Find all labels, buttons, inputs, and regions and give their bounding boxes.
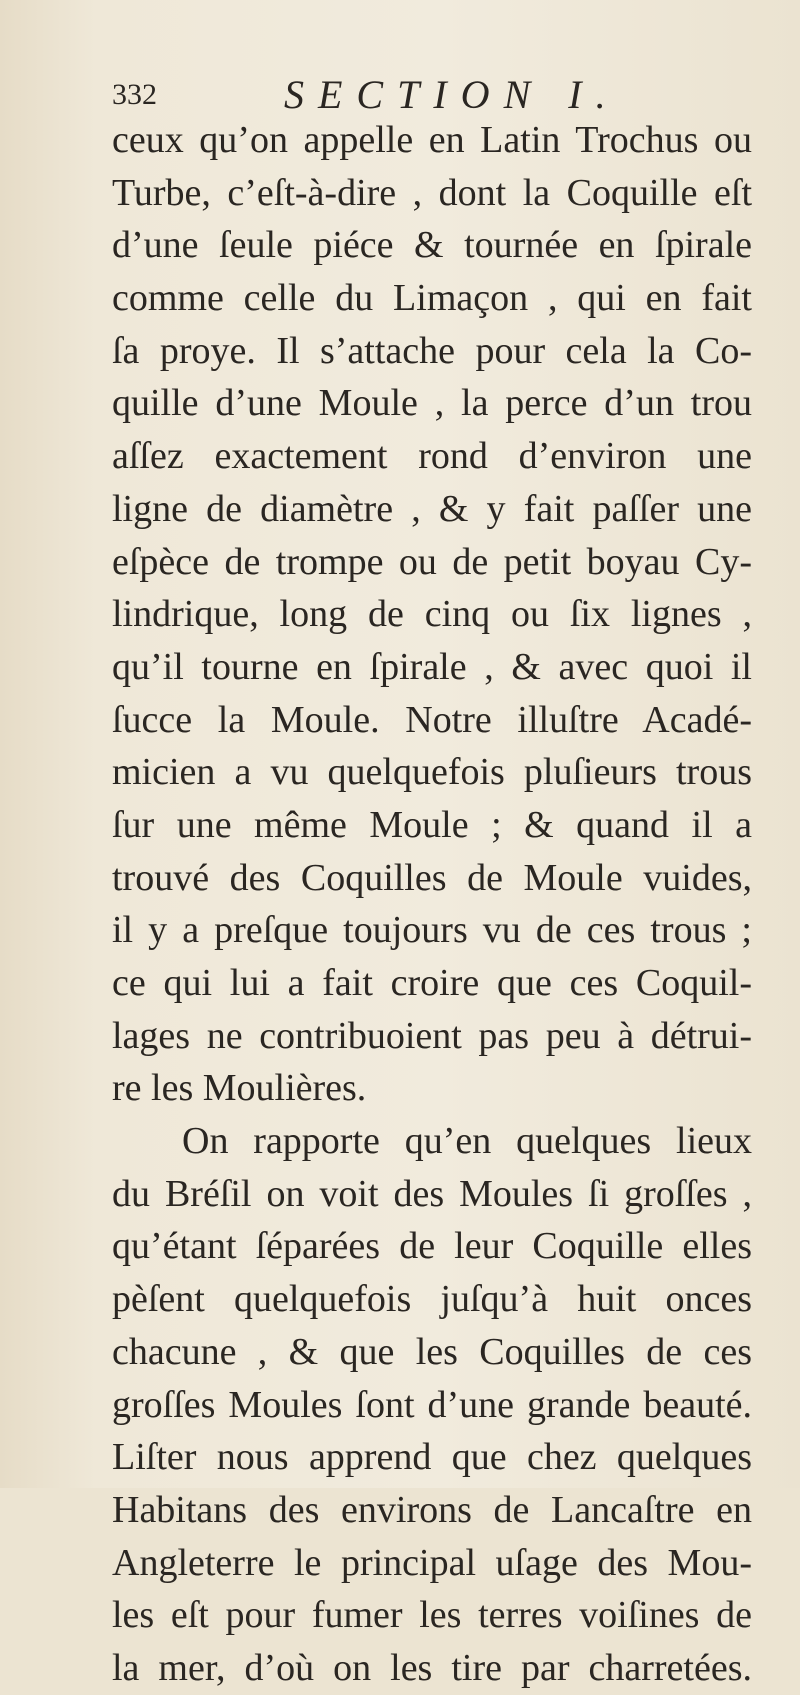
text-line: chacune , & que les Coquilles de ces [112, 1330, 752, 1373]
text-line: micien a vu quelquefois pluſieurs trous [112, 751, 752, 794]
text-line: Angleterre le principal uſage des Mou- [112, 1541, 752, 1584]
text-line: d’une ſeule piéce & tournée en ſpirale [112, 224, 752, 267]
text-line: qu’étant ſéparées de leur Coquille elles [112, 1225, 752, 1268]
text-line: eſpèce de trompe ou de petit boyau Cy- [112, 540, 752, 583]
text-line: ſucce la Moule. Notre illuſtre Acadé- [112, 698, 752, 741]
running-title: SECTION I. [284, 72, 620, 117]
text-line: Liſter nous apprend que chez quelques [112, 1436, 752, 1479]
text-line: comme celle du Limaçon , qui en fait [112, 277, 752, 320]
text-line: ligne de diamètre , & y fait paſſer une [112, 487, 752, 530]
text-line: ceux qu’on appelle en Latin Trochus ou [112, 119, 752, 161]
page-header [112, 72, 752, 118]
text-line: les eſt pour fumer les terres voiſines de [112, 1594, 752, 1637]
text-line: ſur une même Moule ; & quand il a [112, 803, 752, 846]
text-line: du Bréſil on voit des Moules ſi groſſes , [112, 1172, 752, 1215]
text-line: ce qui lui a fait croire que ces Coquil- [112, 962, 752, 1004]
text-line: Habitans des environs de Lancaſtre en [112, 1488, 752, 1531]
text-line: pèſent quelquefois juſqu’à huit onces [112, 1278, 752, 1321]
page-number: 332 [112, 78, 157, 111]
text-line: il y a preſque toujours vu de ces trous ; [112, 909, 752, 952]
text-line: groſſes Moules ſont d’une grande beauté. [112, 1383, 752, 1426]
text-line: la mer, d’où on les tire par charretées. [112, 1646, 752, 1689]
text-line: re les Moulières. [112, 1067, 367, 1110]
text-line: quille d’une Moule , la perce d’un trou [112, 382, 752, 425]
text-line: aſſez exactement rond d’environ une [112, 435, 752, 478]
body-text [112, 114, 752, 1695]
text-line: Turbe, c’eſt-à-dire , dont la Coquille eſt [112, 171, 752, 214]
text-line: On rapporte qu’en quelques lieux [182, 1120, 752, 1163]
text-line: trouvé des Coquilles de Moule vuides, [112, 856, 752, 899]
text-line: lindrique, long de cinq ou ſix lignes , [112, 593, 752, 636]
text-line: ſa proye. Il s’attache pour cela la Co- [112, 329, 752, 372]
text-line: lages ne contribuoient pas peu à détrui- [112, 1014, 752, 1057]
text-line: qu’il tourne en ſpirale , & avec quoi il [112, 645, 752, 688]
